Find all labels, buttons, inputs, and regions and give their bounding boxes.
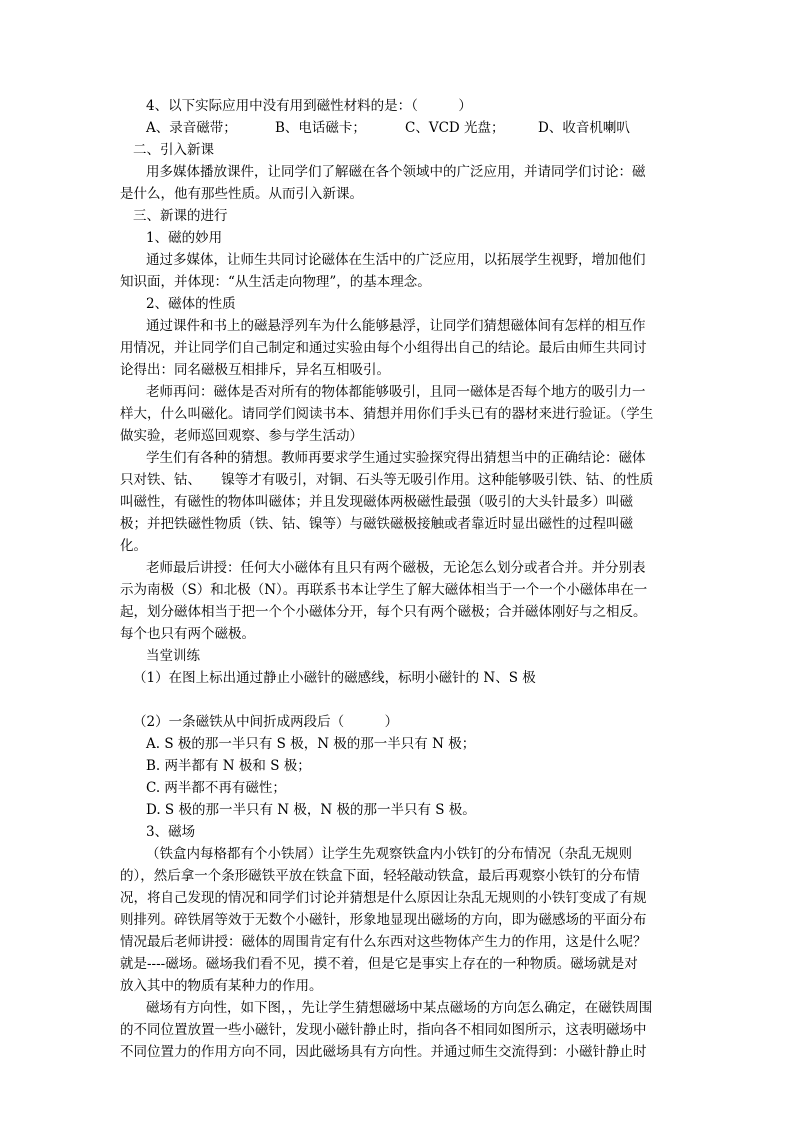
training-q2-option-c: C. 两半都不再有磁性； — [146, 780, 286, 796]
paragraph-line: 学生们有各种的猜想。教师再要求学生通过实验探究得出猜想当中的正确结论：磁体 — [146, 450, 646, 466]
section-3-heading: 三、新课的进行 — [133, 208, 228, 224]
q4-stem: 4、以下实际应用中没有用到磁性材料的是：（ ） — [146, 98, 472, 114]
subsection-2-heading: 2、磁体的性质 — [146, 296, 236, 312]
paragraph-line: （铁盒内每格都有个小铁屑）让学生先观察铁盒内小铁钉的分布情况（杂乱无规则 — [146, 846, 632, 862]
subsection-1-line-2: 知识面，并体现：“从生活走向物理”，的基本理念。 — [120, 274, 431, 290]
q4-option-a: A、录音磁带； — [146, 120, 237, 136]
section-2-line-1: 用多媒体播放课件，让同学们了解磁在各个领域中的广泛应用，并请同学们讨论：磁 — [146, 164, 646, 180]
paragraph-line: 老师最后讲授：任何大小磁体有且只有两个磁极，无论怎么划分或者合并。并分别表 — [146, 560, 646, 576]
training-q2-option-d: D. S 极的那一半只有 N 极，N 极的那一半只有 S 极。 — [146, 802, 476, 818]
paragraph-line: 极；并把铁磁性物质（铁、钴、镍等）与磁铁磁极接触或者靠近时显出磁性的过程叫磁 — [120, 516, 633, 532]
subsection-1-line-1: 通过多媒体，让师生共同讨论磁体在生活中的广泛应用，以拓展学生视野，增加他们 — [146, 252, 646, 268]
training-q2-option-a: A. S 极的那一半只有 S 极，N 极的那一半只有 N 极； — [146, 736, 476, 752]
paragraph-line: 的），然后拿一个条形磁铁平放在铁盒下面，轻轻敲动铁盒，最后再观察小铁钉的分布情 — [120, 868, 640, 884]
training-q2-option-b: B. 两半都有 N 极和 S 极； — [146, 758, 311, 774]
paragraph-line: 的不同位置放置一些小磁针，发现小磁针静止时，指向各不相同如图所示，这表明磁场中 — [120, 1022, 647, 1038]
subsection-3-heading: 3、磁场 — [146, 824, 196, 840]
q4-option-b: B、电话磁卡； — [275, 120, 366, 136]
paragraph-line: 做实验，老师巡回观察、参与学生活动） — [120, 428, 363, 444]
paragraph-line: 叫磁性，有磁性的物体叫磁体；并且发现磁体两极磁性最强（吸引的大头针最多）叫磁 — [120, 494, 633, 510]
paragraph-line: 放入其中的物质有某种力的作用。 — [120, 978, 323, 994]
paragraph-line: 老师再问：磁体是否对所有的物体都能够吸引，且同一磁体是否每个地方的吸引力一 — [146, 384, 646, 400]
paragraph-line: 样大，什么叫磁化。请同学们阅读书本、猜想并用你们手头已有的器材来进行验证。（学生 — [120, 406, 654, 422]
training-question-1: （1）在图上标出通过静止小磁针的磁感线，标明小磁针的 N、S 极 — [133, 670, 536, 686]
paragraph-line: 每个也只有两个磁极。 — [120, 626, 255, 642]
section-2-heading: 二、引入新课 — [133, 142, 214, 158]
training-heading: 当堂训练 — [146, 648, 200, 664]
paragraph-line: 就是----磁场。磁场我们看不见，摸不着，但是它是事实上存在的一种物质。磁场就是对 — [120, 956, 638, 972]
paragraph-line: 示为南极（S）和北极（N）。再联系书本让学生了解大磁体相当于一个一个小磁体串在一 — [120, 582, 648, 598]
paragraph-line: 则排列。碎铁屑等效于无数个小磁针，形象地显现出磁场的方向，即为磁感场的平面分布 — [120, 912, 647, 928]
paragraph-line: 论得出：同名磁极互相排斥，异名互相吸引。 — [120, 362, 390, 378]
subsection-1-heading: 1、磁的妙用 — [146, 230, 223, 246]
q4-option-c: C、VCD 光盘； — [405, 120, 505, 136]
paragraph-line: 磁场有方向性，如下图，，先让学生猜想磁场中某点磁场的方向怎么确定，在磁铁周围 — [146, 1000, 653, 1016]
paragraph-line: 用情况，并让同学们自己制定和通过实验由每个小组得出自己的结论。最后由师生共同讨 — [120, 340, 647, 356]
section-2-line-2: 是什么，他有那些性质。从而引入新课。 — [120, 186, 363, 202]
paragraph-line: 情况最后老师讲授：磁体的周围肯定有什么东西对这些物体产生力的作用，这是什么呢？ — [120, 934, 647, 950]
q4-option-d: D、收音机喇叭 — [538, 120, 630, 136]
paragraph-line: 只对铁、钴、 镍等才有吸引，对铜、石头等无吸引作用。这种能够吸引铁、钴、的性质 — [120, 472, 654, 488]
paragraph-line: 况，将自己发现的情况和同学们讨论并猜想是什么原因让杂乱无规则的小铁钉变成了有规 — [120, 890, 647, 906]
paragraph-line: 化。 — [120, 538, 147, 554]
paragraph-line: 通过课件和书上的磁悬浮列车为什么能够悬浮，让同学们猜想磁体间有怎样的相互作 — [146, 318, 646, 334]
paragraph-line: 不同位置力的作用方向不同，因此磁场具有方向性。并通过师生交流得到：小磁针静止时 — [120, 1044, 647, 1060]
paragraph-line: 起，划分磁体相当于把一个个小磁体分开，每个只有两个磁极；合并磁体刚好与之相反。 — [120, 604, 647, 620]
training-question-2: （2）一条磁铁从中间折成两段后（ ） — [133, 714, 399, 730]
